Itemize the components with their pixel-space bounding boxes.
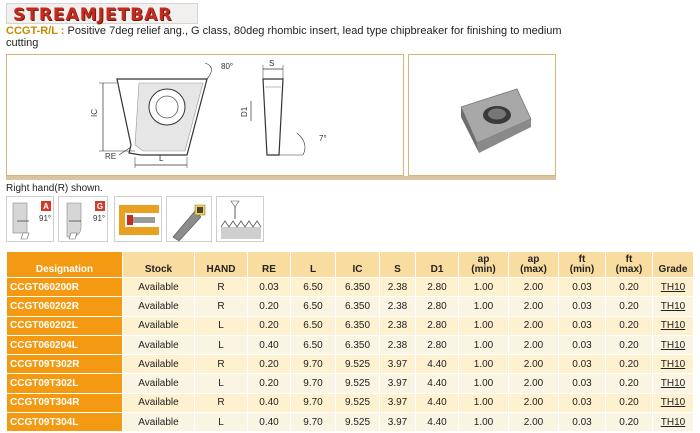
cell-l: 6.50 <box>291 335 336 354</box>
cell-l: 9.70 <box>291 413 336 432</box>
grade-link[interactable]: TH10 <box>660 300 686 312</box>
product-table <box>6 251 694 432</box>
cell-grade <box>653 393 694 412</box>
cell-ap-max: 2.00 <box>509 278 559 297</box>
cell-s: 3.97 <box>380 355 416 374</box>
cell-grade <box>653 278 694 297</box>
cell-s: 3.97 <box>380 413 416 432</box>
cell-stock: Available <box>123 297 195 316</box>
cell-stock: Available <box>123 335 195 354</box>
boring-operation-icon <box>114 196 162 242</box>
insert-technical-drawing <box>7 55 403 175</box>
table-row <box>7 355 694 374</box>
product-subtitle <box>6 25 591 49</box>
cell-ft-max: 0.20 <box>606 393 653 412</box>
holder-type-a-icon <box>6 196 54 242</box>
cell-re: 0.40 <box>248 393 291 412</box>
holder-type-g-icon <box>58 196 108 242</box>
label-s: S <box>269 59 275 68</box>
brand-logo <box>6 3 198 24</box>
table-row <box>7 316 694 335</box>
cell-grade <box>653 297 694 316</box>
column-header-ic: IC <box>336 252 380 278</box>
cell-grade <box>653 355 694 374</box>
table-header-row <box>7 252 694 278</box>
brand-logo-text: STREAMJETBAR <box>13 5 173 25</box>
cell-hand: L <box>195 413 248 432</box>
cell-re: 0.20 <box>248 355 291 374</box>
column-header-ap-max: ap (max) <box>509 252 559 278</box>
cell-grade <box>653 374 694 393</box>
label-angle-80: 80° <box>221 62 234 71</box>
cell-l: 9.70 <box>291 355 336 374</box>
table-row <box>7 374 694 393</box>
cell-d1: 2.80 <box>416 278 459 297</box>
cell-ic: 6.350 <box>336 316 380 335</box>
cell-hand: R <box>195 355 248 374</box>
cell-hand: R <box>195 393 248 412</box>
grade-link[interactable]: TH10 <box>660 416 686 428</box>
cell-stock: Available <box>123 278 195 297</box>
cell-designation: CCGT09T302L <box>7 374 123 393</box>
cell-ft-max: 0.20 <box>606 355 653 374</box>
cell-ft-max: 0.20 <box>606 316 653 335</box>
cell-ap-max: 2.00 <box>509 316 559 335</box>
holder-g-badge: G <box>96 202 104 211</box>
cell-ic: 9.525 <box>336 374 380 393</box>
cell-designation: CCGT060202L <box>7 316 123 335</box>
column-header-d1: D1 <box>416 252 459 278</box>
cell-re: 0.20 <box>248 316 291 335</box>
cell-ap-min: 1.00 <box>459 335 509 354</box>
cell-hand: L <box>195 316 248 335</box>
cell-ic: 6.350 <box>336 297 380 316</box>
cell-d1: 4.40 <box>416 355 459 374</box>
cell-ft-max: 0.20 <box>606 335 653 354</box>
label-ic: IC <box>90 109 99 117</box>
cell-ap-max: 2.00 <box>509 413 559 432</box>
cell-ap-max: 2.00 <box>509 374 559 393</box>
thread-profile-icon <box>216 196 264 242</box>
holder-g-angle: 91° <box>93 214 106 223</box>
cell-ft-min: 0.03 <box>559 393 606 412</box>
boring-bar-icon <box>166 196 212 242</box>
cell-ft-max: 0.20 <box>606 297 653 316</box>
cell-ft-min: 0.03 <box>559 278 606 297</box>
cell-ap-min: 1.00 <box>459 374 509 393</box>
cell-d1: 4.40 <box>416 393 459 412</box>
panel-divider <box>6 176 556 180</box>
table-body <box>7 278 694 432</box>
cell-re: 0.40 <box>248 413 291 432</box>
label-l: L <box>159 154 164 163</box>
cell-grade <box>653 413 694 432</box>
cell-hand: R <box>195 278 248 297</box>
cell-s: 2.38 <box>380 297 416 316</box>
insert-photo-panel <box>408 54 556 176</box>
cell-ft-min: 0.03 <box>559 297 606 316</box>
cell-ft-max: 0.20 <box>606 278 653 297</box>
cell-ft-min: 0.03 <box>559 316 606 335</box>
grade-link[interactable]: TH10 <box>660 320 686 332</box>
cell-l: 9.70 <box>291 393 336 412</box>
column-header-l: L <box>291 252 336 278</box>
column-header-re: RE <box>248 252 291 278</box>
cell-hand: L <box>195 374 248 393</box>
grade-link[interactable]: TH10 <box>660 281 686 293</box>
column-header-ft-min: ft (min) <box>559 252 606 278</box>
holder-a-angle: 91° <box>39 214 52 223</box>
cell-ap-max: 2.00 <box>509 393 559 412</box>
insert-drawing-panel <box>6 54 404 176</box>
cell-ap-max: 2.00 <box>509 355 559 374</box>
cell-ic: 6.350 <box>336 335 380 354</box>
cell-ft-max: 0.20 <box>606 374 653 393</box>
cell-ft-min: 0.03 <box>559 335 606 354</box>
holder-a-badge: A <box>43 202 49 211</box>
product-code: CCGT-R/L : <box>6 25 65 37</box>
cell-stock: Available <box>123 393 195 412</box>
column-header-designation: Designation <box>7 252 123 278</box>
cell-re: 0.20 <box>248 374 291 393</box>
cell-s: 3.97 <box>380 374 416 393</box>
label-angle-7: 7° <box>319 134 327 143</box>
grade-link[interactable]: TH10 <box>660 358 686 370</box>
cell-designation: CCGT09T304L <box>7 413 123 432</box>
cell-grade <box>653 335 694 354</box>
table-row <box>7 393 694 412</box>
column-header-stock: Stock <box>123 252 195 278</box>
cell-designation: CCGT060204L <box>7 335 123 354</box>
cell-hand: R <box>195 297 248 316</box>
cell-ap-min: 1.00 <box>459 355 509 374</box>
cell-designation: CCGT060200R <box>7 278 123 297</box>
column-header-grade: Grade <box>653 252 694 278</box>
cell-l: 6.50 <box>291 316 336 335</box>
cell-ft-max: 0.20 <box>606 413 653 432</box>
grade-link[interactable]: TH10 <box>660 397 686 409</box>
cell-ic: 6.350 <box>336 278 380 297</box>
cell-ap-min: 1.00 <box>459 278 509 297</box>
cell-designation: CCGT060202R <box>7 297 123 316</box>
column-header-ap-min: ap (min) <box>459 252 509 278</box>
cell-grade <box>653 316 694 335</box>
cell-d1: 2.80 <box>416 297 459 316</box>
column-header-hand: HAND <box>195 252 248 278</box>
grade-link[interactable]: TH10 <box>660 378 686 390</box>
column-header-ft-max: ft (max) <box>606 252 653 278</box>
cell-re: 0.20 <box>248 297 291 316</box>
label-re: RE <box>105 152 117 161</box>
cell-ft-min: 0.03 <box>559 355 606 374</box>
label-d1: D1 <box>240 106 249 117</box>
cell-l: 6.50 <box>291 278 336 297</box>
cell-ap-max: 2.00 <box>509 335 559 354</box>
table-row <box>7 297 694 316</box>
cell-ap-min: 1.00 <box>459 393 509 412</box>
cell-s: 2.38 <box>380 278 416 297</box>
cell-hand: L <box>195 335 248 354</box>
cell-s: 2.38 <box>380 316 416 335</box>
cell-re: 0.40 <box>248 335 291 354</box>
table-row <box>7 335 694 354</box>
cell-s: 2.38 <box>380 335 416 354</box>
table-row <box>7 413 694 432</box>
cell-designation: CCGT09T302R <box>7 355 123 374</box>
cell-ft-min: 0.03 <box>559 413 606 432</box>
cell-ft-min: 0.03 <box>559 374 606 393</box>
cell-ap-min: 1.00 <box>459 413 509 432</box>
cell-s: 3.97 <box>380 393 416 412</box>
cell-l: 6.50 <box>291 297 336 316</box>
cell-stock: Available <box>123 374 195 393</box>
grade-link[interactable]: TH10 <box>660 339 686 351</box>
cell-stock: Available <box>123 355 195 374</box>
cell-designation: CCGT09T304R <box>7 393 123 412</box>
column-header-s: S <box>380 252 416 278</box>
cell-d1: 4.40 <box>416 413 459 432</box>
cell-stock: Available <box>123 413 195 432</box>
cell-d1: 2.80 <box>416 316 459 335</box>
cell-ap-max: 2.00 <box>509 297 559 316</box>
cell-d1: 2.80 <box>416 335 459 354</box>
product-description: Positive 7deg relief ang., G class, 80deg rhombic insert, lead type chipbreaker for finishing to medium cutting <box>6 25 562 49</box>
table-row <box>7 278 694 297</box>
cell-stock: Available <box>123 316 195 335</box>
cell-d1: 4.40 <box>416 374 459 393</box>
cell-ic: 9.525 <box>336 355 380 374</box>
cell-ap-min: 1.00 <box>459 316 509 335</box>
cell-ic: 9.525 <box>336 393 380 412</box>
cell-re: 0.03 <box>248 278 291 297</box>
insert-photo <box>409 55 555 175</box>
cell-l: 9.70 <box>291 374 336 393</box>
cell-ap-min: 1.00 <box>459 297 509 316</box>
cell-ic: 9.525 <box>336 413 380 432</box>
hand-note: Right hand(R) shown. <box>6 183 103 194</box>
